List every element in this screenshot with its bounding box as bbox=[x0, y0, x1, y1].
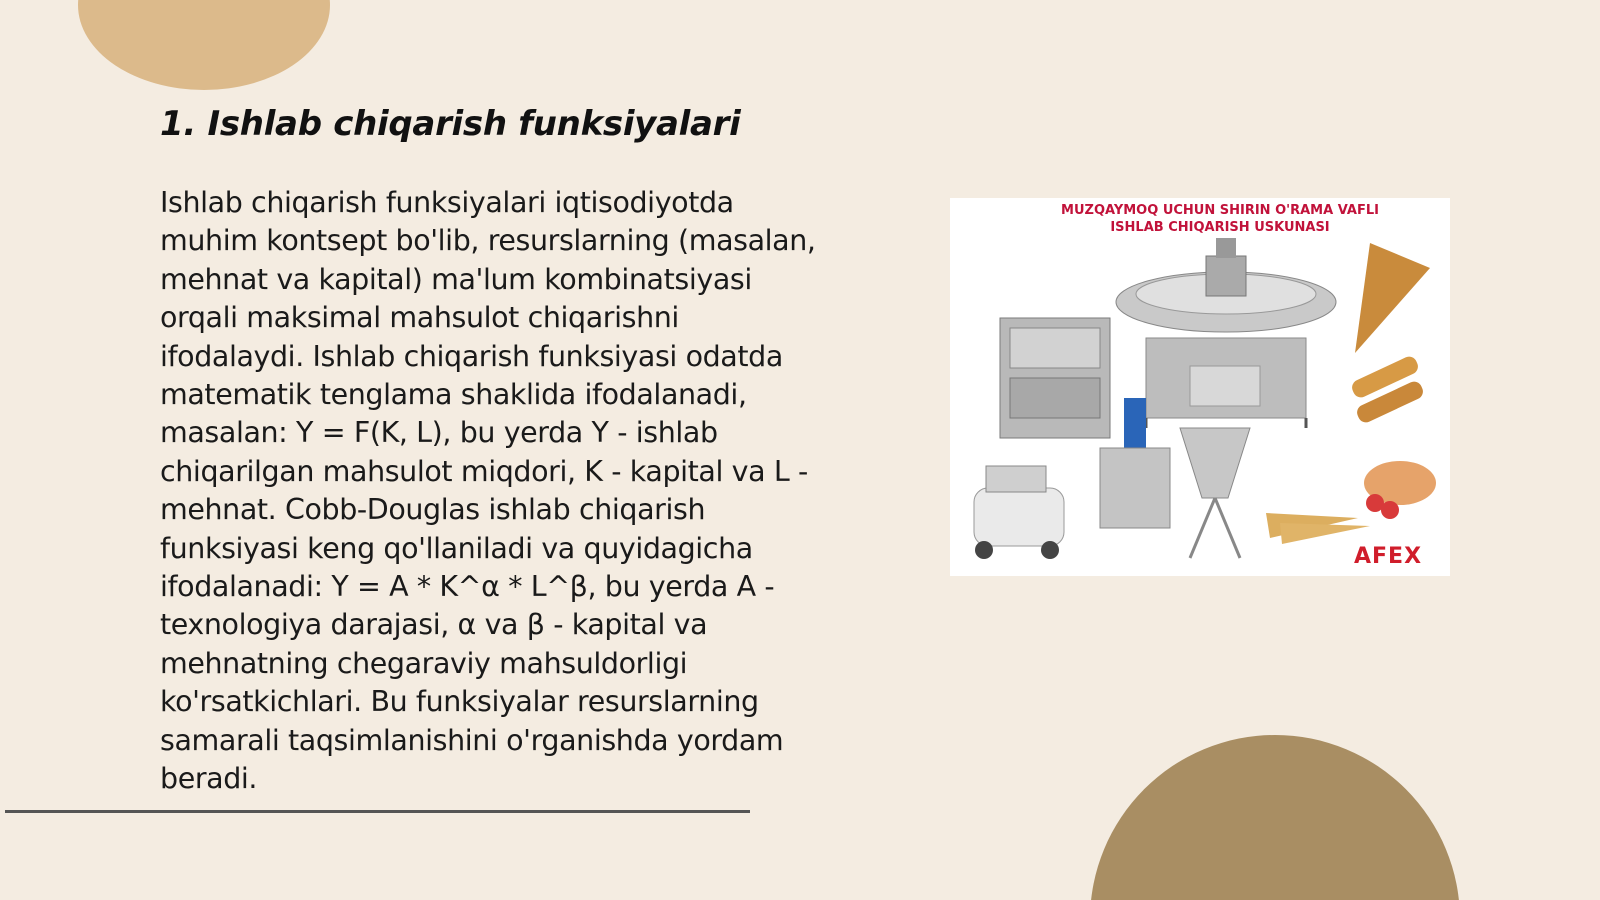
afex-logo: AFEX bbox=[1354, 544, 1423, 569]
divider-line bbox=[5, 810, 750, 813]
decorative-circle-bottom bbox=[1090, 735, 1460, 900]
hopper bbox=[1180, 428, 1250, 558]
air-compressor bbox=[974, 466, 1064, 559]
product-heading-line-1: MUZQAYMOQ UCHUN SHIRIN O'RAMA VAFLI bbox=[1061, 203, 1379, 218]
decorative-circle-top bbox=[78, 0, 330, 90]
slide-body-text: Ishlab chiqarish funksiyalari iqtisodiyotda muhim kontsept bo'lib, resurslarning (masalan, mehnat va kapital) ma'lum kombinatsiyasi orqali maksimal mahsulot chiqarishni ifodalaydi. Ishlab chiqarish funksiyasi odatda matematik tenglama shaklida ifodalanadi, masalan: Y = F(K, L), bu yerda Y - ishlab chiqarilgan mahsulot miqdori, K - kapital va L - mehnat. Cobb-Douglas ishlab chiqarish funksiyasi keng qo'llaniladi va quyidagicha ifodalanadi: Y = A * K^α * L^β, bu yerda A - texnologiya darajasi, α va β - kapital va mehnatning chegaraviy mahsuldorligi ko'rsatkichlari. Bu funksiyalar resurslarning samarali taqsimlanishini o'rganishda yordam beradi. bbox=[160, 186, 816, 796]
batter-machine bbox=[1000, 318, 1110, 438]
machine-illustration bbox=[950, 198, 1450, 576]
slide-title: 1. Ishlab chiqarish funksiyalari bbox=[160, 104, 741, 144]
product-image bbox=[950, 198, 1450, 576]
rotary-waffle-machine bbox=[1116, 238, 1336, 428]
product-heading-line-2: ISHLAB CHIQARISH USKUNASI bbox=[1110, 220, 1330, 235]
product-heading bbox=[950, 202, 1450, 236]
